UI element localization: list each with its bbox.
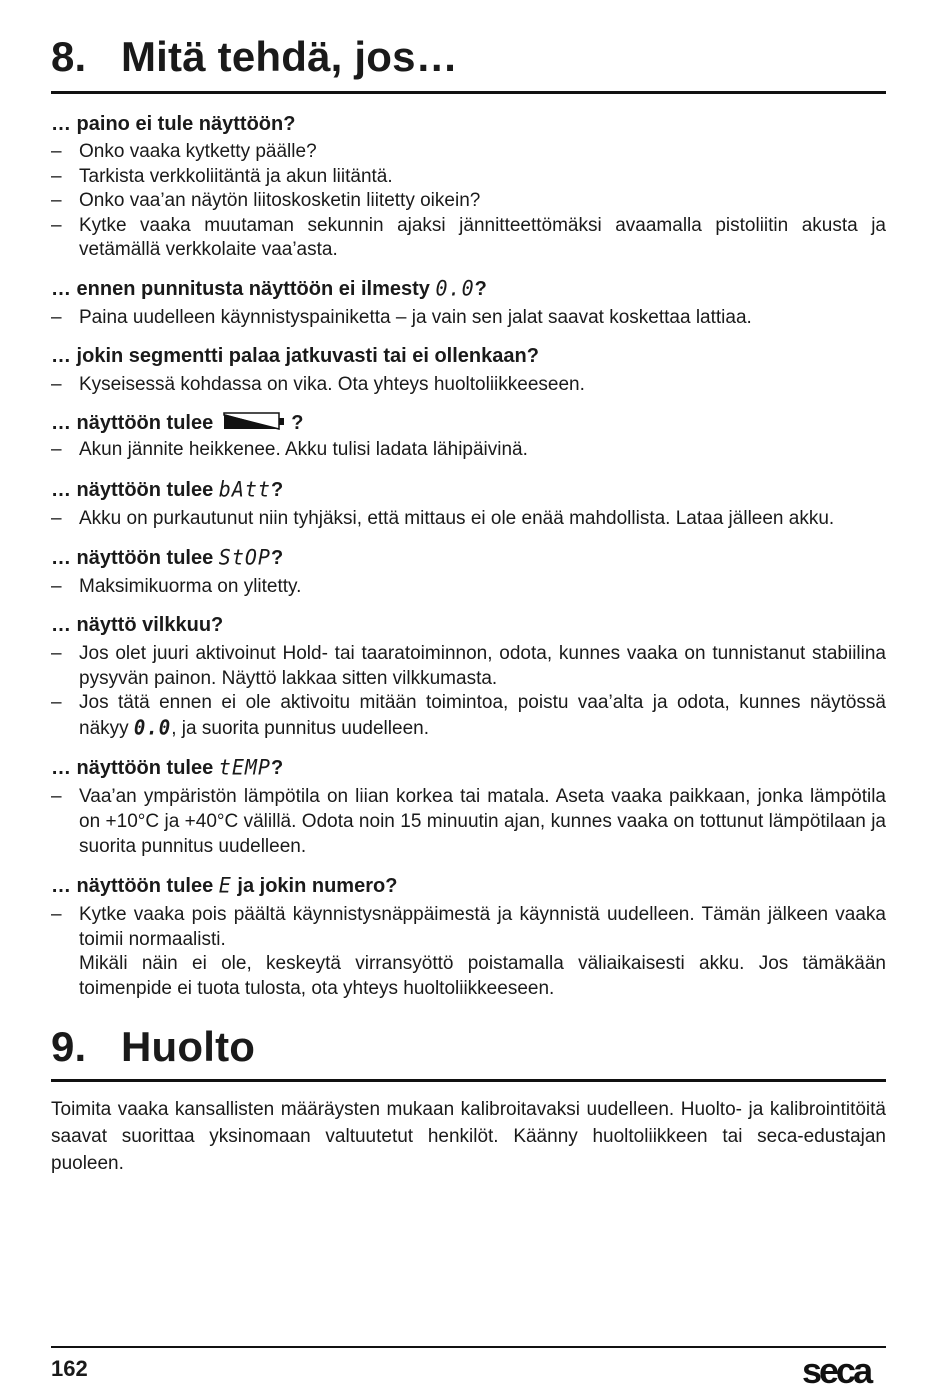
faq-block	[51, 545, 886, 600]
faq-question: … näyttöön tulee ?	[51, 412, 304, 435]
faq-block	[51, 112, 886, 263]
section-9-heading	[51, 1023, 886, 1071]
list-item: – Kytke vaaka pois päältä käynnistysnäppäimestä ja käynnistä uudelleen. Tämän jälkeen vaaka toimii normaalisti. Mikäli näin ei ole, keskeytä virransyöttö poistamalla väliaikaisesti akku. Jos tämäkään toimenpide ei tuota tulosta, ota yhteys huoltoliikkeeseen.	[51, 904, 886, 999]
faq-block	[51, 344, 886, 398]
page-number: 162	[51, 1356, 88, 1381]
manual-page	[51, 0, 886, 1177]
faq-answers	[51, 785, 886, 859]
faq-question: … paino ei tule näyttöön?	[51, 113, 296, 135]
lcd-display-text: StOP	[218, 544, 271, 570]
faq-answers	[51, 140, 886, 263]
list-item: – Paina uudelleen käynnistyspainiketta – ja vain sen jalat saavat koskettaa lattiaa.	[51, 306, 752, 328]
list-item: – Kyseisessä kohdassa on vika. Ota yhteys huoltoliikkeeseen.	[51, 373, 585, 395]
list-item: – Kytke vaaka muutaman sekunnin ajaksi jännitteettömäksi avaamalla pistoliitin akusta ja vetämällä verkkolaite vaa’asta.	[51, 214, 886, 261]
section-title: Mitä tehdä, jos…	[121, 33, 458, 80]
faq-question: … näyttöön tulee StOP?	[51, 544, 284, 570]
service-paragraph: Toimita vaaka kansallisten määräysten mukaan kalibroitavaksi uudelleen. Huolto- ja kalibrointitöitä saavat suorittaa yksinomaan valtuutetut henkilöt. Käänny huoltoliikkeen tai seca-edustajan puoleen.	[51, 1099, 886, 1175]
faq-answers	[51, 306, 886, 331]
lcd-display-text: 0.0	[133, 716, 172, 740]
list-item: – Akku on purkautunut niin tyhjäksi, että mittaus ei ole enää mahdollista. Lataa jälleen akku.	[51, 507, 835, 529]
faq-block	[51, 755, 886, 859]
list-item: – Onko vaaka kytketty päälle?	[51, 141, 317, 162]
faq-answers	[51, 438, 886, 463]
lcd-display-text: 0.0	[435, 275, 475, 301]
list-item: – Tarkista verkkoliitäntä ja akun liitäntä.	[51, 165, 393, 187]
lcd-display-text: E	[218, 872, 232, 898]
lcd-display-text: tEMP	[218, 754, 271, 780]
faq-answers	[51, 507, 886, 532]
faq-question: … näyttöön tulee tEMP?	[51, 754, 284, 780]
heading-rule	[51, 91, 886, 94]
faq-question: … jokin segmentti palaa jatkuvasti tai ei ollenkaan?	[51, 344, 539, 367]
section-8-heading	[51, 0, 886, 81]
faq-answers	[51, 575, 886, 600]
section-title: Huolto	[121, 1023, 256, 1071]
faq-answers	[51, 373, 886, 398]
footer-rule	[51, 1346, 886, 1348]
list-item: – Jos olet juuri aktivoinut Hold- tai taaratoiminnon, odota, kunnes vaaka on tunnistanut stabiilina pysyvän painon. Näyttö lakkaa sitten vilkkumasta.	[51, 642, 886, 689]
faq-question: … näyttöön tulee E ja jokin numero?	[51, 872, 398, 898]
seca-logo-mark	[802, 1353, 888, 1387]
faq-block	[51, 873, 886, 1001]
section-number: 9.	[51, 1023, 87, 1071]
lcd-display-text: bAtt	[218, 476, 271, 502]
faq-question: … näyttöön tulee bAtt?	[51, 476, 284, 502]
list-item: – Jos tätä ennen ei ole aktivoitu mitään toimintoa, poistu vaa’alta ja odota, kunnes näytössä näkyy 0.0, ja suorita punnitus uudelleen.	[51, 692, 886, 740]
list-item: – Onko vaa’an näytön liitoskosketin liitetty oikein?	[51, 190, 481, 212]
list-item: – Maksimikuorma on ylitetty.	[51, 576, 302, 598]
faq-block	[51, 410, 886, 463]
list-item: – Akun jännite heikkenee. Akku tulisi ladata lähipäivinä.	[51, 439, 528, 461]
faq-block	[51, 613, 886, 741]
faq-block	[51, 276, 886, 331]
faq-question: … ennen punnitusta näyttöön ei ilmesty 0.0?	[51, 275, 487, 301]
faq-answers	[51, 642, 886, 741]
seca-logo-text: seca	[802, 1353, 871, 1387]
faq-answers	[51, 903, 886, 1001]
seca-logo	[802, 1353, 888, 1392]
faq-block	[51, 477, 886, 532]
faq-question: … näyttö vilkkuu?	[51, 613, 224, 636]
list-item: – Vaa’an ympäristön lämpötila on liian korkea tai matala. Aseta vaaka paikkaan, jonka lämpötila on +10°C ja +40°C välillä. Odota noin 15 minuutin ajan, kunnes vaaka on tottunut lämpötilaan ja suorita punnitus uudelleen.	[51, 786, 886, 857]
heading-rule	[51, 1079, 886, 1082]
section-number: 8.	[51, 33, 87, 80]
low-battery-icon	[223, 410, 285, 432]
